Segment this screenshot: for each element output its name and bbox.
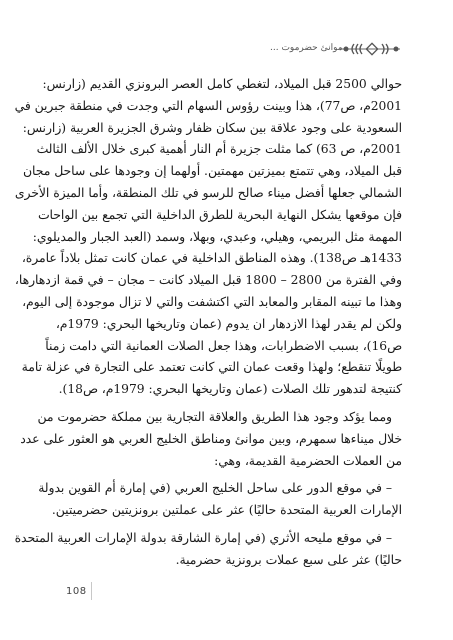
text-line: الإمارات العربية المتحدة حاليًا) عثر على عملتين برونزيتين حضرميتين.: [51, 503, 402, 518]
text-line: 2001م، ص 63) كما مثلت جزيرة أم النار أهمية كبرى خلال الألف الثالث: [36, 142, 402, 157]
text-line: 1433هـ ص138). وهذه المناطق الداخلية في عمان كانت تمثل بلاداً عامرة،: [21, 251, 402, 266]
paragraph-coins-intro: [20, 407, 402, 472]
text-line: وهذا ما تبينه المقابر والمعابد التي اكتشفت والتي لا تزال موجودة إلى اليوم،: [22, 294, 402, 309]
text-line: – في موقع مليحه الأثري (في إمارة الشارقة بدولة الإمارات العربية المتحدة: [14, 530, 392, 545]
ornament-icon: [340, 42, 400, 56]
text-line: خلال ميناءها سمهرم، وبين موانئ ومناطق الخليج العربي هو العثور على عدد: [20, 431, 402, 446]
running-header: [62, 40, 391, 60]
text-line: فإن موقعها يشكل النهاية البحرية للطرق الداخلية التي تجمع بين الواحات: [37, 207, 402, 222]
bullet-item-mleiha: [14, 528, 402, 572]
text-line: الشمالي جعلها أفضل ميناء صالح للرسو في تلك المنطقة، وأما الميزة الأخرى: [14, 185, 402, 200]
text-line: ص16)، بسبب الاضطرابات، وهذا جعل الصلات العمانية التي دامت زمناً: [45, 338, 402, 353]
page-footer: [62, 582, 92, 600]
page-body: [14, 74, 402, 572]
paragraph-main: [14, 74, 402, 401]
text-line: قبل الميلاد، وهي تتمتع بميزتين مهمتين. أولهما إن وجودها على ساحل مجان: [22, 164, 402, 179]
text-line: المهمة مثل البريمي، وهيلي، وعبدي، وبهلا، وسمد (العبد الجبار والمديلوي:: [32, 229, 402, 244]
running-header-title: موانئ حضرموت ...: [270, 43, 343, 53]
footer-divider: [91, 582, 92, 600]
text-line: – في موقع الدور على ساحل الخليج العربي (في إمارة أم القوين بدولة: [38, 481, 392, 496]
text-line: 2001م، ص77)، هذا وبينت رؤوس السهام التي وجدت في منطقة جبرين في: [14, 98, 402, 113]
text-line: وفي الفترة من 2800 – 1800 قبل الميلاد كانت – مجان – في قمة ازدهارها،: [14, 273, 402, 288]
page-number: 108: [66, 585, 87, 597]
text-line: ومما يؤكد وجود هذا الطريق والعلاقة التجارية بين مملكة حضرموت من: [37, 409, 392, 424]
text-line: ولكن لم يقدر لهذا الازدهار ان يدوم (عمان وتاريخها البحري: 1979م،: [55, 316, 402, 331]
text-line: السعودية على وجود علاقة بين سكان ظفار وشرق الجزيرة العربية (زارنس:: [22, 120, 402, 135]
text-line: حوالي 2500 قبل الميلاد، لتغطي كامل العصر البرونزي القديم (زارنس:: [42, 77, 402, 91]
bullet-item-al-dur: [38, 478, 402, 522]
text-line: من العملات الحضرمية القديمة، وهي:: [214, 453, 402, 468]
text-line: طويلًا تنقطع؛ ولهذا وقعت عمان التي كانت تعتمد على التجارة في عزلة تامة: [21, 360, 402, 375]
text-line: كنتيجة لتدهور تلك الصلات (عمان وتاريخها البحري: 1979م، ص18).: [58, 382, 402, 397]
text-line: حاليًا) عثر على سبع عملات برونزية حضرمية.: [175, 552, 402, 567]
